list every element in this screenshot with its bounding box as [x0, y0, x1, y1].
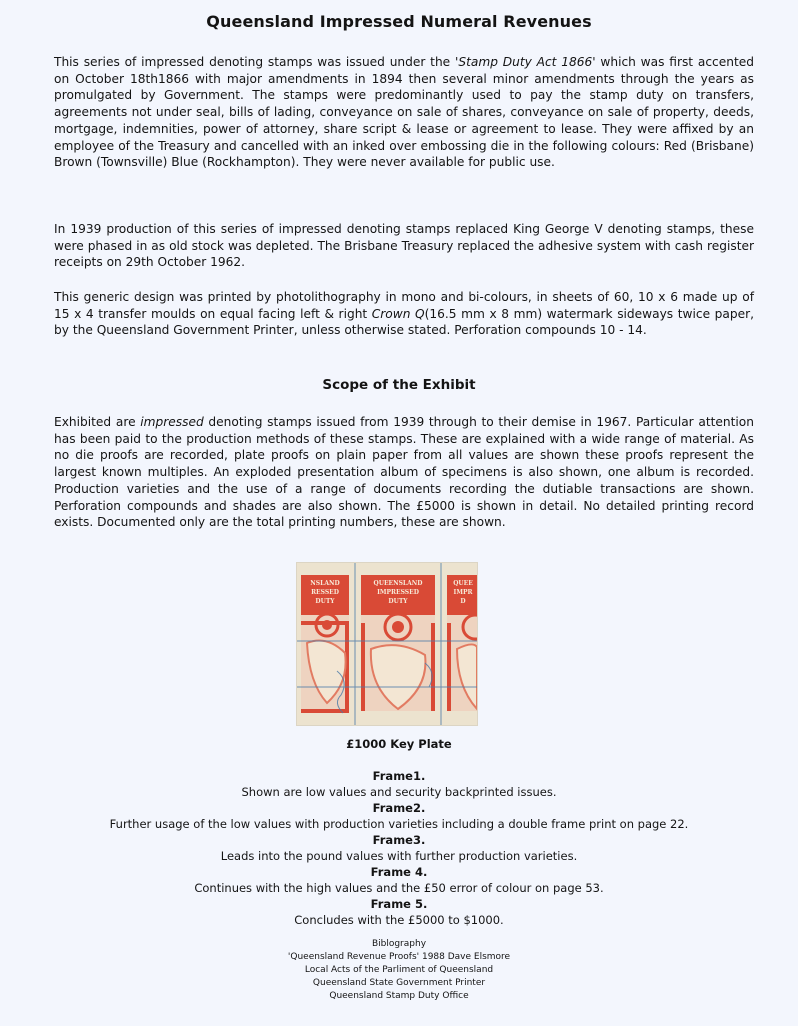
bibliography-item: Local Acts of the Parliment of Queensland	[304, 965, 494, 975]
frame-4-desc: Continues with the high values and the £50 error of colour on page 53.	[194, 881, 604, 895]
frame-5-desc: Concludes with the £5000 to $1000.	[294, 913, 504, 927]
scope-heading: Scope of the Exhibit	[322, 377, 476, 393]
stamp-right-line3: D	[460, 598, 466, 605]
intro-paragraph-2: In 1939 production of this series of impressed denoting stamps replaced King George V denoting stamps, these were phased in as old stock was depleted. The Brisbane Treasury replaced the adhesive system with cash register receipts on 29th October 1962.	[54, 222, 754, 270]
frame-3-desc: Leads into the pound values with further production varieties.	[220, 849, 578, 863]
stamp-left-line3: DUTY	[315, 598, 335, 605]
bibliography	[0, 938, 798, 1003]
stamp-caption: £1000 Key Plate	[346, 737, 452, 751]
stamp-right-line1: QUEE	[453, 580, 473, 587]
stamp-strip-illustration	[297, 563, 477, 725]
intro-paragraph-1	[54, 54, 754, 171]
frame-4-title: Frame 4.	[370, 865, 428, 879]
bibliography-item: Queensland State Government Printer	[312, 978, 486, 988]
frame-1-desc: Shown are low values and security backprinted issues.	[241, 785, 557, 799]
watermark-name: Crown Q	[371, 306, 425, 321]
scope-after: denoting stamps issued from 1939 through to their demise in 1967. Particular attention has been paid to the production methods of these stamps. These are explained with a wide range of material. As no die proofs are recorded, plate proofs on plain paper from all values are shown these proofs represent the largest known multiples. An exploded presentation album of specimens is also shown, one album is recorded. Production varieties and the use of a range of documents recording the dutiable transactions are shown. Perforation compounds and shades are also shown. The £5000 is shown in detail. No detailed printing record exists. Documented only are the total printing numbers, these are shown.	[54, 415, 754, 530]
frame-2-desc: Further usage of the low values with production varieties including a double frame print on page 22.	[109, 817, 689, 831]
intro-p3-before: This generic design was printed by photolithography in mono and bi-colours, in sheets of 60, 10 x 6 made up of 15 x 4 transfer moulds on equal facing left & right	[54, 290, 754, 321]
frame-3-title: Frame3.	[372, 833, 426, 847]
intro-paragraph-3	[54, 289, 754, 339]
stamp-left-line2: RESSED	[311, 589, 339, 596]
frame-2-title: Frame2.	[372, 801, 426, 815]
stamp-mid-line2: IMPRESSED	[377, 589, 419, 596]
bibliography-item: 'Queensland Revenue Proofs' 1988 Dave Elsmore	[287, 952, 511, 962]
frame-1-title: Frame1.	[372, 769, 426, 783]
stamp-right-line2: IMPR	[453, 589, 473, 596]
intro-p1-after: which was first accented on October 18th1866 with major amendments in 1894 then several minor amendments through the years as promulgated by Government. The stamps were predominantly used to pay the stamp duty on transfers, agreements not under seal, bills of lading, conveyance on sale of shares, conveyance on sale of property, deeds, mortgage, indemnities, power of attorney, share script & lease or agreement to lease. They were affixed by an employee of the Treasury and cancelled with an inked over embossing die in the following colours: Red (Brisbane) Brown (Townsville) Blue (Rockhampton). They were never available for public use.	[54, 55, 754, 170]
frame-5-title: Frame 5.	[370, 897, 428, 911]
scope-before: Exhibited are	[54, 415, 141, 429]
bibliography-heading: Biblography	[371, 939, 427, 949]
act-name: 'Stamp Duty Act 1866'	[454, 55, 596, 69]
stamp-mid-line3: DUTY	[388, 598, 408, 605]
key-plate-stamp-image	[296, 562, 478, 726]
intro-p1-before: This series of impressed denoting stamps was issued under the	[54, 55, 455, 69]
stamp-left-line1: NSLAND	[310, 580, 340, 587]
scope-paragraph	[54, 414, 754, 531]
frames-list	[0, 768, 798, 928]
scope-italic: impressed	[140, 415, 204, 429]
page-title: Queensland Impressed Numeral Revenues	[206, 12, 592, 31]
bibliography-item: Queensland Stamp Duty Office	[329, 991, 469, 1001]
stamp-mid-line1: QUEENSLAND	[373, 580, 423, 587]
intro-p3-after: (16.5 mm x 8 mm) watermark sideways twice paper, by the Queensland Government Printer, unless otherwise stated. Perforation compounds 10 - 14.	[54, 306, 754, 338]
